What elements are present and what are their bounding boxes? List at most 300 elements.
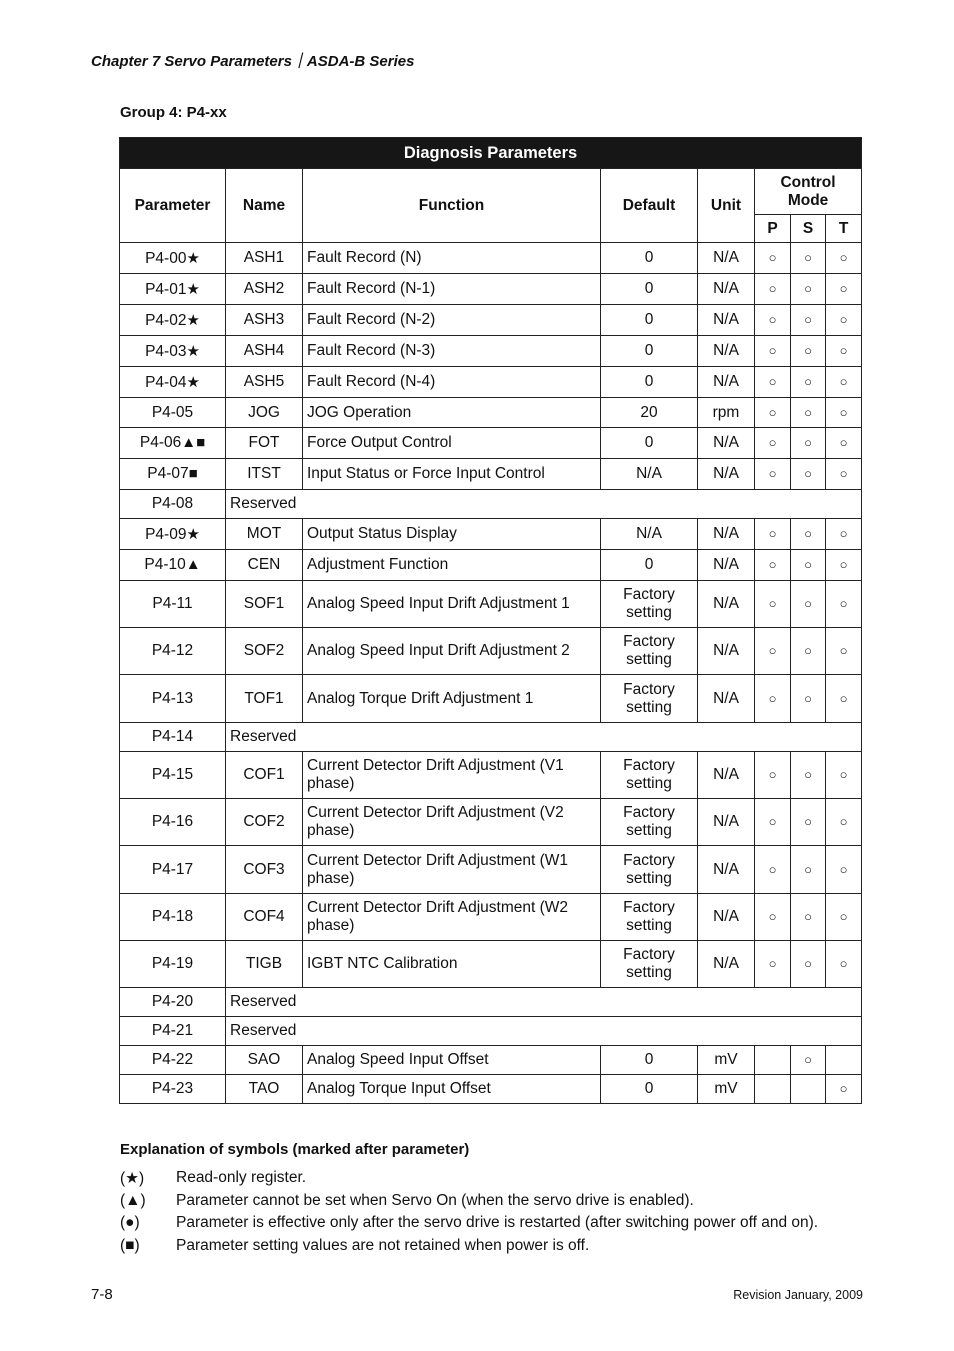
- param-code: P4-02: [145, 311, 187, 329]
- unit-cell: N/A: [698, 752, 755, 799]
- circle-icon: ○: [804, 690, 812, 706]
- mode-s-cell: [791, 367, 826, 398]
- circle-icon: ○: [804, 404, 812, 420]
- circle-icon: ○: [768, 909, 777, 924]
- mode-t-cell: [826, 243, 862, 274]
- param-cell: [120, 243, 226, 274]
- param-code: P4-18: [151, 908, 194, 925]
- legend-text: Parameter is effective only after the servo drive is restarted (after switching power off and on).: [176, 1214, 819, 1232]
- col-unit-header: Unit: [698, 169, 755, 243]
- circle-icon: ○: [768, 312, 777, 327]
- default-cell: 0: [601, 305, 698, 336]
- table-row: [120, 274, 862, 305]
- mode-t-cell: [826, 519, 862, 550]
- param-code: P4-13: [151, 689, 194, 707]
- col-parameter-header: Parameter: [120, 169, 226, 243]
- param-symbol-icon: ★: [186, 311, 200, 329]
- param-cell: [120, 1046, 226, 1075]
- circle-icon: ○: [839, 643, 848, 658]
- mode-p-cell: [755, 428, 791, 459]
- mode-t-cell: [826, 581, 862, 628]
- mode-p-cell: [755, 519, 791, 550]
- circle-icon: ○: [839, 814, 848, 829]
- circle-icon: ○: [768, 526, 777, 541]
- circle-icon: ○: [768, 690, 777, 706]
- circle-icon: ○: [804, 861, 812, 877]
- param-code: P4-16: [151, 813, 194, 830]
- circle-icon: ○: [768, 435, 777, 450]
- mode-t-cell: [826, 367, 862, 398]
- param-symbol-icon: ▲: [185, 556, 201, 573]
- circle-icon: ○: [768, 343, 777, 358]
- circle-icon: ○: [804, 526, 812, 541]
- diagnosis-parameters-table: [119, 137, 862, 1104]
- default-cell: Factory setting: [601, 941, 698, 988]
- unit-cell: N/A: [698, 628, 755, 675]
- circle-icon: ○: [839, 690, 848, 706]
- mode-s-cell: [791, 894, 826, 941]
- mode-p-cell: [755, 628, 791, 675]
- function-cell: Analog Torque Input Offset: [303, 1075, 601, 1104]
- unit-cell: N/A: [698, 243, 755, 274]
- circle-icon: ○: [768, 374, 777, 389]
- function-cell: Fault Record (N-1): [303, 274, 601, 305]
- function-cell: Analog Speed Input Drift Adjustment 2: [303, 628, 601, 675]
- table-row: [120, 581, 862, 628]
- circle-icon: ○: [839, 1081, 848, 1096]
- table-row: [120, 398, 862, 428]
- param-code: P4-15: [151, 766, 194, 783]
- table-row: [120, 519, 862, 550]
- mode-p-cell: [755, 243, 791, 274]
- param-code: P4-22: [151, 1051, 194, 1068]
- legend-item: [120, 1212, 818, 1235]
- default-cell: Factory setting: [601, 628, 698, 675]
- param-cell: [120, 1017, 226, 1046]
- param-symbol-icon: ★: [186, 342, 200, 360]
- mode-p-cell: [755, 336, 791, 367]
- mode-t-cell: [826, 752, 862, 799]
- circle-icon: ○: [804, 557, 812, 572]
- unit-cell: N/A: [698, 894, 755, 941]
- col-control-mode-header: Control Mode: [755, 169, 862, 215]
- revision-note: Revision January, 2009: [733, 1288, 863, 1302]
- default-cell: Factory setting: [601, 581, 698, 628]
- mode-p-cell: [755, 846, 791, 894]
- unit-cell: mV: [698, 1075, 755, 1104]
- circle-icon: ○: [768, 281, 777, 296]
- param-code: P4-08: [151, 495, 194, 512]
- reserved-cell: Reserved: [226, 988, 862, 1017]
- circle-icon: ○: [839, 956, 848, 971]
- unit-cell: N/A: [698, 550, 755, 581]
- mode-p-cell: [755, 581, 791, 628]
- mode-p-cell: [755, 398, 791, 428]
- col-function-header: Function: [303, 169, 601, 243]
- mode-s-cell: [791, 941, 826, 988]
- circle-icon: ○: [839, 557, 848, 572]
- param-code: P4-10: [144, 556, 186, 573]
- circle-icon: ○: [839, 404, 848, 420]
- circle-icon: ○: [804, 956, 812, 971]
- param-cell: [120, 846, 226, 894]
- unit-cell: N/A: [698, 846, 755, 894]
- default-cell: 20: [601, 398, 698, 428]
- name-cell: SAO: [226, 1046, 303, 1075]
- table-row: [120, 941, 862, 988]
- mode-t-cell: [826, 675, 862, 723]
- table-row: [120, 367, 862, 398]
- circle-icon: ○: [804, 281, 812, 296]
- param-cell: [120, 941, 226, 988]
- name-cell: COF3: [226, 846, 303, 894]
- circle-icon: ○: [839, 526, 848, 541]
- circle-icon: ○: [804, 1052, 812, 1067]
- table-row: [120, 894, 862, 941]
- mode-p-cell: [755, 1075, 791, 1104]
- param-cell: [120, 723, 226, 752]
- function-cell: Adjustment Function: [303, 550, 601, 581]
- group-title: Group 4: P4-xx: [120, 104, 227, 121]
- legend-symbol-icon: (▲): [120, 1191, 146, 1209]
- table-row: [120, 459, 862, 490]
- mode-p-cell: [755, 752, 791, 799]
- default-cell: Factory setting: [601, 894, 698, 941]
- circle-icon: ○: [804, 343, 812, 358]
- circle-icon: ○: [768, 767, 777, 782]
- mode-s-cell: [791, 305, 826, 336]
- function-cell: Fault Record (N-3): [303, 336, 601, 367]
- mode-s-cell: [791, 752, 826, 799]
- circle-icon: ○: [839, 435, 848, 450]
- mode-t-cell: [826, 550, 862, 581]
- mode-p-cell: [755, 459, 791, 490]
- circle-icon: ○: [768, 466, 777, 481]
- circle-icon: ○: [839, 250, 848, 265]
- explanation-title: Explanation of symbols (marked after parameter): [120, 1141, 470, 1158]
- param-code: P4-07: [147, 465, 189, 482]
- name-cell: CEN: [226, 550, 303, 581]
- circle-icon: ○: [839, 767, 848, 782]
- param-code: P4-04: [145, 373, 187, 391]
- mode-t-cell: [826, 428, 862, 459]
- table-row: [120, 799, 862, 846]
- param-cell: [120, 799, 226, 846]
- mode-s-cell: [791, 428, 826, 459]
- table-row: [120, 628, 862, 675]
- name-cell: ASH5: [226, 367, 303, 398]
- mode-t-cell: [826, 894, 862, 941]
- default-cell: 0: [601, 243, 698, 274]
- mode-p-cell: [755, 274, 791, 305]
- default-cell: 0: [601, 274, 698, 305]
- param-cell: [120, 550, 226, 581]
- param-code: P4-20: [151, 993, 194, 1010]
- table-row: [120, 988, 862, 1017]
- table-row: [120, 550, 862, 581]
- default-cell: 0: [601, 336, 698, 367]
- circle-icon: ○: [804, 596, 812, 611]
- param-code: P4-11: [152, 595, 193, 612]
- circle-icon: ○: [768, 861, 777, 877]
- name-cell: SOF2: [226, 628, 303, 675]
- name-cell: MOT: [226, 519, 303, 550]
- function-cell: Input Status or Force Input Control: [303, 459, 601, 490]
- default-cell: N/A: [601, 459, 698, 490]
- name-cell: JOG: [226, 398, 303, 428]
- default-cell: Factory setting: [601, 846, 698, 894]
- mode-p-cell: [755, 799, 791, 846]
- default-cell: 0: [601, 1046, 698, 1075]
- symbol-legend: [120, 1167, 818, 1257]
- mode-s-cell: [791, 1046, 826, 1075]
- param-symbol-icon: ▲■: [181, 434, 206, 451]
- table-row: [120, 428, 862, 459]
- legend-text: Read-only register.: [176, 1169, 307, 1187]
- param-cell: [120, 336, 226, 367]
- unit-cell: N/A: [698, 675, 755, 723]
- param-code: P4-12: [151, 642, 194, 659]
- param-cell: [120, 305, 226, 336]
- mode-t-cell: [826, 336, 862, 367]
- default-cell: 0: [601, 550, 698, 581]
- mode-s-cell: [791, 274, 826, 305]
- legend-symbol-icon: (★): [120, 1169, 145, 1187]
- mode-t-cell: [826, 628, 862, 675]
- function-cell: Current Detector Drift Adjustment (V2 phase): [303, 799, 601, 846]
- mode-s-cell: [791, 628, 826, 675]
- function-cell: Fault Record (N-2): [303, 305, 601, 336]
- col-s-header: S: [791, 215, 826, 243]
- circle-icon: ○: [768, 557, 777, 572]
- mode-s-cell: [791, 243, 826, 274]
- reserved-cell: Reserved: [226, 723, 862, 752]
- function-cell: Current Detector Drift Adjustment (W1 phase): [303, 846, 601, 894]
- function-cell: Current Detector Drift Adjustment (W2 phase): [303, 894, 601, 941]
- mode-p-cell: [755, 367, 791, 398]
- function-cell: Analog Speed Input Drift Adjustment 1: [303, 581, 601, 628]
- mode-t-cell: [826, 1075, 862, 1104]
- mode-s-cell: [791, 799, 826, 846]
- default-cell: Factory setting: [601, 675, 698, 723]
- mode-p-cell: [755, 675, 791, 723]
- circle-icon: ○: [768, 250, 777, 265]
- mode-s-cell: [791, 846, 826, 894]
- name-cell: COF1: [226, 752, 303, 799]
- unit-cell: N/A: [698, 305, 755, 336]
- table-row: [120, 846, 862, 894]
- param-cell: [120, 398, 226, 428]
- unit-cell: rpm: [698, 398, 755, 428]
- unit-cell: mV: [698, 1046, 755, 1075]
- table-row: [120, 305, 862, 336]
- name-cell: TIGB: [226, 941, 303, 988]
- mode-s-cell: [791, 519, 826, 550]
- table-row: [120, 490, 862, 519]
- unit-cell: N/A: [698, 941, 755, 988]
- unit-cell: N/A: [698, 581, 755, 628]
- legend-item: [120, 1190, 818, 1213]
- legend-symbol-icon: (■): [120, 1236, 140, 1254]
- circle-icon: ○: [839, 343, 848, 358]
- unit-cell: N/A: [698, 459, 755, 490]
- function-cell: Fault Record (N-4): [303, 367, 601, 398]
- circle-icon: ○: [768, 814, 777, 829]
- table-row: [120, 1075, 862, 1104]
- circle-icon: ○: [804, 767, 812, 782]
- unit-cell: N/A: [698, 274, 755, 305]
- mode-t-cell: [826, 1046, 862, 1075]
- param-symbol-icon: ★: [186, 373, 200, 391]
- table-row: [120, 1046, 862, 1075]
- page-number: 7-8: [91, 1286, 113, 1303]
- name-cell: ASH3: [226, 305, 303, 336]
- table-row: [120, 336, 862, 367]
- circle-icon: ○: [804, 312, 812, 327]
- function-cell: Fault Record (N): [303, 243, 601, 274]
- circle-icon: ○: [804, 643, 812, 658]
- mode-s-cell: [791, 459, 826, 490]
- param-cell: [120, 752, 226, 799]
- table-row: [120, 243, 862, 274]
- mode-p-cell: [755, 305, 791, 336]
- col-name-header: Name: [226, 169, 303, 243]
- param-code: P4-01: [145, 280, 187, 298]
- table-row: [120, 752, 862, 799]
- mode-s-cell: [791, 550, 826, 581]
- param-cell: [120, 490, 226, 519]
- legend-text: Parameter setting values are not retained when power is off.: [176, 1236, 590, 1254]
- circle-icon: ○: [839, 312, 848, 327]
- circle-icon: ○: [839, 374, 848, 389]
- param-cell: [120, 894, 226, 941]
- param-code: P4-00: [145, 249, 187, 267]
- col-default-header: Default: [601, 169, 698, 243]
- param-cell: [120, 367, 226, 398]
- col-t-header: T: [826, 215, 862, 243]
- param-symbol-icon: ★: [186, 280, 200, 298]
- name-cell: SOF1: [226, 581, 303, 628]
- name-cell: COF4: [226, 894, 303, 941]
- table-body: [120, 243, 862, 1104]
- mode-p-cell: [755, 550, 791, 581]
- circle-icon: ○: [839, 281, 848, 296]
- circle-icon: ○: [839, 861, 848, 877]
- name-cell: FOT: [226, 428, 303, 459]
- circle-icon: ○: [768, 596, 777, 611]
- circle-icon: ○: [804, 814, 812, 829]
- circle-icon: ○: [804, 435, 812, 450]
- mode-t-cell: [826, 846, 862, 894]
- reserved-cell: Reserved: [226, 490, 862, 519]
- circle-icon: ○: [768, 956, 777, 971]
- mode-p-cell: [755, 894, 791, 941]
- circle-icon: ○: [768, 404, 777, 420]
- mode-s-cell: [791, 1075, 826, 1104]
- unit-cell: N/A: [698, 428, 755, 459]
- circle-icon: ○: [804, 374, 812, 389]
- param-code: P4-19: [151, 955, 194, 972]
- mode-s-cell: [791, 398, 826, 428]
- param-code: P4-14: [151, 728, 194, 745]
- param-code: P4-09: [145, 525, 187, 543]
- mode-s-cell: [791, 675, 826, 723]
- function-cell: Analog Speed Input Offset: [303, 1046, 601, 1075]
- mode-p-cell: [755, 1046, 791, 1075]
- legend-text: Parameter cannot be set when Servo On (when the servo drive is enabled).: [176, 1191, 694, 1209]
- default-cell: 0: [601, 367, 698, 398]
- circle-icon: ○: [839, 596, 848, 611]
- param-cell: [120, 675, 226, 723]
- unit-cell: N/A: [698, 799, 755, 846]
- mode-t-cell: [826, 398, 862, 428]
- mode-t-cell: [826, 941, 862, 988]
- param-cell: [120, 988, 226, 1017]
- mode-s-cell: [791, 336, 826, 367]
- mode-t-cell: [826, 274, 862, 305]
- name-cell: ASH1: [226, 243, 303, 274]
- default-cell: Factory setting: [601, 799, 698, 846]
- param-code: P4-17: [151, 860, 194, 878]
- circle-icon: ○: [804, 909, 812, 924]
- param-symbol-icon: ★: [186, 525, 200, 543]
- function-cell: Force Output Control: [303, 428, 601, 459]
- mode-t-cell: [826, 305, 862, 336]
- mode-s-cell: [791, 581, 826, 628]
- default-cell: Factory setting: [601, 752, 698, 799]
- col-p-header: P: [755, 215, 791, 243]
- param-symbol-icon: ■: [188, 465, 198, 482]
- function-cell: Current Detector Drift Adjustment (V1 phase): [303, 752, 601, 799]
- unit-cell: N/A: [698, 519, 755, 550]
- param-code: P4-21: [151, 1022, 194, 1039]
- default-cell: N/A: [601, 519, 698, 550]
- circle-icon: ○: [839, 466, 848, 481]
- param-cell: [120, 628, 226, 675]
- default-cell: 0: [601, 1075, 698, 1104]
- unit-cell: N/A: [698, 367, 755, 398]
- chapter-header: Chapter 7 Servo Parameters｜ASDA-B Series: [91, 53, 415, 70]
- param-symbol-icon: ★: [186, 249, 200, 267]
- param-code: P4-06: [139, 434, 182, 451]
- name-cell: ASH2: [226, 274, 303, 305]
- name-cell: TOF1: [226, 675, 303, 723]
- param-cell: [120, 428, 226, 459]
- circle-icon: ○: [768, 643, 777, 658]
- param-cell: [120, 581, 226, 628]
- unit-cell: N/A: [698, 336, 755, 367]
- default-cell: 0: [601, 428, 698, 459]
- legend-symbol-icon: (●): [120, 1214, 140, 1232]
- mode-t-cell: [826, 459, 862, 490]
- param-cell: [120, 519, 226, 550]
- circle-icon: ○: [804, 250, 812, 265]
- name-cell: ITST: [226, 459, 303, 490]
- circle-icon: ○: [804, 466, 812, 481]
- param-cell: [120, 1075, 226, 1104]
- name-cell: TAO: [226, 1075, 303, 1104]
- legend-item: [120, 1167, 818, 1190]
- function-cell: JOG Operation: [303, 398, 601, 428]
- function-cell: Analog Torque Drift Adjustment 1: [303, 675, 601, 723]
- mode-p-cell: [755, 941, 791, 988]
- table-row: [120, 723, 862, 752]
- name-cell: COF2: [226, 799, 303, 846]
- table-row: [120, 675, 862, 723]
- reserved-cell: Reserved: [226, 1017, 862, 1046]
- name-cell: ASH4: [226, 336, 303, 367]
- table-row: [120, 1017, 862, 1046]
